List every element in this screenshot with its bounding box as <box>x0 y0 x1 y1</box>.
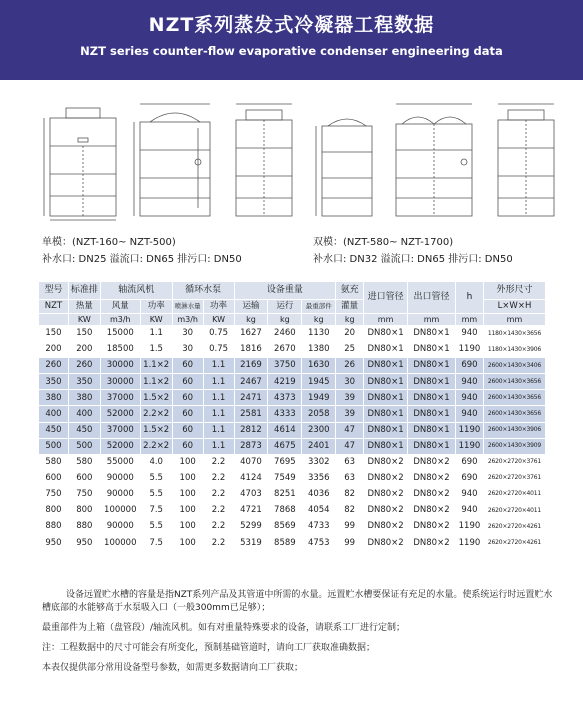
table-cell: 7.5 <box>140 535 172 551</box>
table-cell: 5319 <box>234 535 268 551</box>
table-row <box>39 422 546 438</box>
table-cell: 4675 <box>268 438 302 454</box>
note-3: 注：工程数据中的尺寸可能会有所变化，预制基础管道时，请向工厂获取准确数据； <box>42 643 376 653</box>
table-cell: DN80×1 <box>408 342 456 358</box>
table-cell: DN80×1 <box>364 326 408 342</box>
table-cell: 580 <box>39 454 69 470</box>
engineering-data-table <box>38 281 546 551</box>
table-cell: DN80×2 <box>408 454 456 470</box>
table-cell: 63 <box>336 470 364 486</box>
note-4: 本表仅提供部分常用设备型号参数，如需更多数据请向工厂获取； <box>42 663 304 673</box>
table-cell: 400 <box>39 406 69 422</box>
unit-cell: KW <box>140 314 172 326</box>
table-cell: DN80×2 <box>364 535 408 551</box>
table-cell: 2.2 <box>203 470 234 486</box>
table-cell: 5.5 <box>140 519 172 535</box>
unit-cell: mm <box>364 314 408 326</box>
table-cell: 60 <box>172 438 203 454</box>
table-cell: DN80×1 <box>408 374 456 390</box>
header-heaviest-part: 最重部件 <box>302 300 336 314</box>
table-cell: 940 <box>455 390 483 406</box>
header-air-volume: 风量 <box>100 300 140 314</box>
table-cell: 30000 <box>100 374 140 390</box>
single-module-side-view <box>134 104 210 216</box>
table-cell: 880 <box>39 519 69 535</box>
table-cell: 1.1 <box>140 326 172 342</box>
table-cell: 2600×1430×3656 <box>483 390 545 406</box>
table-row <box>39 326 546 342</box>
double-module-caption: 双模：(NZT-580~ NZT-1700) <box>313 237 454 248</box>
table-cell: 55000 <box>100 454 140 470</box>
table-cell: DN80×1 <box>364 342 408 358</box>
table-cell: 1190 <box>455 422 483 438</box>
table-row <box>39 390 546 406</box>
table-cell: 800 <box>39 503 69 519</box>
header-equipment-weight: 设备重量 <box>234 282 336 300</box>
table-row <box>39 454 546 470</box>
unit-cell: kg <box>302 314 336 326</box>
table-cell: DN80×2 <box>408 503 456 519</box>
table-cell: DN80×1 <box>408 390 456 406</box>
table-cell: 1.5 <box>140 342 172 358</box>
table-cell: 2.2×2 <box>140 438 172 454</box>
page-header <box>0 0 583 80</box>
table-cell: 2.2 <box>203 503 234 519</box>
table-cell: 2.2×2 <box>140 406 172 422</box>
table-cell: 100000 <box>100 535 140 551</box>
table-cell: 5.5 <box>140 486 172 502</box>
table-cell: 2620×2720×4011 <box>483 486 545 502</box>
table-cell: 30000 <box>100 358 140 374</box>
table-cell: DN80×2 <box>364 454 408 470</box>
table-cell: 60 <box>172 390 203 406</box>
table-cell: DN80×1 <box>364 390 408 406</box>
unit-cell: m3/h <box>172 314 203 326</box>
table-cell: 1180×1430×3656 <box>483 326 545 342</box>
table-cell: 90000 <box>100 486 140 502</box>
unit-cell: KW <box>203 314 234 326</box>
header-heat: 热量 <box>68 300 100 314</box>
header-dimensions: 外形尺寸 <box>483 282 545 300</box>
table-cell: 7868 <box>268 503 302 519</box>
table-header-row-1 <box>39 282 546 300</box>
table-cell: DN80×2 <box>364 486 408 502</box>
table-row <box>39 342 546 358</box>
table-cell: 2.2 <box>203 535 234 551</box>
note-2: 最重部件为上箱（盘管段）/轴流风机。如有对重量特殊要求的设备，请联系工厂进行定制； <box>42 623 406 633</box>
table-cell: 150 <box>39 326 69 342</box>
page-title: NZT系列蒸发式冷凝器工程数据 <box>148 14 435 36</box>
table-cell: 3750 <box>268 358 302 374</box>
table-cell: 580 <box>68 454 100 470</box>
note-1: 设备远置贮水槽的容量是指NZT系列产品及其管道中所需的水量。远置贮水槽要保证有充足的水量。使系统运行时远置贮水槽底部的水能够高于水泵吸入口（一般300mm已足够）； <box>42 590 553 613</box>
header-model: 型号 <box>39 282 69 300</box>
table-cell: 2873 <box>234 438 268 454</box>
table-cell: DN80×1 <box>364 374 408 390</box>
table-cell: 3302 <box>302 454 336 470</box>
table-cell: 7549 <box>268 470 302 486</box>
table-cell: 2600×1430×3909 <box>483 438 545 454</box>
table-cell: 750 <box>68 486 100 502</box>
table-header-row-3 <box>39 314 546 326</box>
table-cell: 2620×2720×4261 <box>483 519 545 535</box>
table-cell: DN80×1 <box>408 326 456 342</box>
unit-cell: kg <box>234 314 268 326</box>
table-cell: 100 <box>172 535 203 551</box>
table-cell: DN80×2 <box>364 503 408 519</box>
table-cell: 2.2 <box>203 519 234 535</box>
table-cell: 260 <box>39 358 69 374</box>
table-cell: 1630 <box>302 358 336 374</box>
table-cell: DN80×1 <box>408 438 456 454</box>
table-cell: 950 <box>68 535 100 551</box>
table-cell: 4070 <box>234 454 268 470</box>
table-cell: 20 <box>336 326 364 342</box>
table-cell: 1.1×2 <box>140 358 172 374</box>
table-cell: 60 <box>172 358 203 374</box>
table-cell: 500 <box>68 438 100 454</box>
table-cell: 940 <box>455 374 483 390</box>
table-cell: 1190 <box>455 342 483 358</box>
table-cell: 1.5×2 <box>140 390 172 406</box>
table-cell: 2.2 <box>203 486 234 502</box>
header-fan-power: 功率 <box>140 300 172 314</box>
table-cell: 350 <box>39 374 69 390</box>
condenser-diagrams <box>40 98 560 226</box>
table-cell: DN80×2 <box>364 470 408 486</box>
notes-section <box>42 589 557 682</box>
table-cell: 1945 <box>302 374 336 390</box>
header-h: h <box>455 282 483 314</box>
table-cell: 2600×1430×3656 <box>483 406 545 422</box>
double-module-side-view <box>396 104 472 216</box>
table-cell: 8589 <box>268 535 302 551</box>
table-cell: 690 <box>455 470 483 486</box>
table-cell: 47 <box>336 422 364 438</box>
table-cell: 100 <box>172 519 203 535</box>
table-cell: 100 <box>172 454 203 470</box>
table-cell: 1190 <box>455 535 483 551</box>
table-cell: 2.2 <box>203 454 234 470</box>
unit-cell <box>39 314 69 326</box>
table-cell: 200 <box>68 342 100 358</box>
table-cell: 1816 <box>234 342 268 358</box>
table-cell: 450 <box>68 422 100 438</box>
table-cell: 2581 <box>234 406 268 422</box>
table-cell: 37000 <box>100 422 140 438</box>
table-cell: DN80×2 <box>408 470 456 486</box>
table-cell: 400 <box>68 406 100 422</box>
table-cell: 18500 <box>100 342 140 358</box>
table-cell: 15000 <box>100 326 140 342</box>
table-cell: 52000 <box>100 438 140 454</box>
table-cell: 750 <box>39 486 69 502</box>
table-cell: 7.5 <box>140 503 172 519</box>
unit-cell: kg <box>336 314 364 326</box>
table-cell: 260 <box>68 358 100 374</box>
table-cell: 940 <box>455 406 483 422</box>
table-cell: 1.1 <box>203 390 234 406</box>
table-cell: 30 <box>336 374 364 390</box>
table-cell: 4219 <box>268 374 302 390</box>
table-cell: 90000 <box>100 470 140 486</box>
table-cell: 1.1×2 <box>140 374 172 390</box>
table-cell: 200 <box>39 342 69 358</box>
single-module-end-view <box>236 104 292 216</box>
table-cell: 99 <box>336 535 364 551</box>
table-cell: 100 <box>172 470 203 486</box>
table-cell: DN80×2 <box>364 519 408 535</box>
header-pump-power: 功率 <box>203 300 234 314</box>
table-cell: 1130 <box>302 326 336 342</box>
table-cell: 950 <box>39 535 69 551</box>
header-outlet-pipe: 出口管径 <box>408 282 456 314</box>
single-module-ports: 补水口: DN25 溢流口: DN65 排污口: DN50 <box>42 254 242 265</box>
table-cell: 0.75 <box>203 326 234 342</box>
table-cell: 60 <box>172 406 203 422</box>
unit-cell: mm <box>455 314 483 326</box>
table-cell: 1380 <box>302 342 336 358</box>
header-circulating-pump: 循环水泵 <box>172 282 234 300</box>
table-cell: 2600×1430×3656 <box>483 374 545 390</box>
table-row <box>39 358 546 374</box>
table-cell: 4124 <box>234 470 268 486</box>
table-cell: 1.1 <box>203 422 234 438</box>
table-cell: 2812 <box>234 422 268 438</box>
table-cell: DN80×1 <box>408 422 456 438</box>
header-transport-weight: 运输 <box>234 300 268 314</box>
table-cell: 350 <box>68 374 100 390</box>
table-cell: 450 <box>39 422 69 438</box>
table-cell: 8569 <box>268 519 302 535</box>
table-cell: 4614 <box>268 422 302 438</box>
unit-cell: kg <box>268 314 302 326</box>
table-cell: DN80×1 <box>364 358 408 374</box>
table-cell: 1180×1430×3906 <box>483 342 545 358</box>
table-cell: DN80×1 <box>364 422 408 438</box>
table-cell: DN80×2 <box>408 535 456 551</box>
table-cell: 82 <box>336 486 364 502</box>
table-cell: 940 <box>455 503 483 519</box>
table-cell: 500 <box>39 438 69 454</box>
table-cell: 600 <box>68 470 100 486</box>
table-cell: 30 <box>172 342 203 358</box>
header-operating-weight: 运行 <box>268 300 302 314</box>
table-cell: 2058 <box>302 406 336 422</box>
table-cell: 4753 <box>302 535 336 551</box>
table-cell: 60 <box>172 422 203 438</box>
table-cell: 2620×2720×4011 <box>483 503 545 519</box>
table-cell: 1627 <box>234 326 268 342</box>
table-cell: 940 <box>455 486 483 502</box>
table-cell: 60 <box>172 374 203 390</box>
table-cell: 690 <box>455 358 483 374</box>
double-module-ports: 补水口: DN32 溢流口: DN65 排污口: DN50 <box>313 254 513 265</box>
single-module-caption: 单模：(NZT-160~ NZT-500) <box>42 237 176 248</box>
table-cell: 4703 <box>234 486 268 502</box>
table-cell: DN80×1 <box>408 406 456 422</box>
table-cell: 2401 <box>302 438 336 454</box>
table-cell: 2460 <box>268 326 302 342</box>
table-cell: 4333 <box>268 406 302 422</box>
table-cell: 1190 <box>455 438 483 454</box>
table-row <box>39 438 546 454</box>
unit-cell: m3/h <box>100 314 140 326</box>
table-cell: 690 <box>455 454 483 470</box>
table-cell: 4721 <box>234 503 268 519</box>
condenser-elevation-drawings <box>40 98 560 226</box>
table-cell: 800 <box>68 503 100 519</box>
table-cell: 1.1 <box>203 358 234 374</box>
table-cell: 1949 <box>302 390 336 406</box>
table-cell: 100 <box>172 486 203 502</box>
table-cell: 1.1 <box>203 374 234 390</box>
header-ammonia-charge: 氨充 <box>336 282 364 300</box>
unit-cell: KW <box>68 314 100 326</box>
table-cell: 2620×2720×3761 <box>483 454 545 470</box>
table-row <box>39 486 546 502</box>
table-cell: 30 <box>172 326 203 342</box>
table-cell: 2600×1430×3406 <box>483 358 545 374</box>
page-subtitle: NZT series counter-flow evaporative condenser engineering data <box>80 44 503 58</box>
table-cell: 380 <box>39 390 69 406</box>
table-cell: 2670 <box>268 342 302 358</box>
unit-cell: mm <box>483 314 545 326</box>
table-cell: 380 <box>68 390 100 406</box>
double-module-front-view <box>316 119 372 216</box>
header-standard-heat: 标准排 <box>68 282 100 300</box>
table-cell: 82 <box>336 503 364 519</box>
table-cell: 4036 <box>302 486 336 502</box>
table-cell: 5299 <box>234 519 268 535</box>
header-inlet-pipe: 进口管径 <box>364 282 408 314</box>
single-module-front-view <box>44 108 116 220</box>
table-cell: 1.5×2 <box>140 422 172 438</box>
unit-cell: mm <box>408 314 456 326</box>
table-cell: 2300 <box>302 422 336 438</box>
header-spray-volume: 喷淋水量 <box>172 300 203 314</box>
table-row <box>39 519 546 535</box>
table-cell: 2600×1430×3906 <box>483 422 545 438</box>
table-cell: 39 <box>336 390 364 406</box>
table-cell: 2620×2720×3761 <box>483 470 545 486</box>
table-row <box>39 535 546 551</box>
table-cell: 940 <box>455 326 483 342</box>
table-cell: 52000 <box>100 406 140 422</box>
table-cell: 3356 <box>302 470 336 486</box>
table-cell: DN80×1 <box>364 406 408 422</box>
table-row <box>39 406 546 422</box>
header-charge: 灌量 <box>336 300 364 314</box>
table-cell: 4054 <box>302 503 336 519</box>
table-cell: DN80×1 <box>364 438 408 454</box>
table-cell: DN80×1 <box>408 358 456 374</box>
table-cell: 880 <box>68 519 100 535</box>
table-cell: 100 <box>172 503 203 519</box>
table-cell: 63 <box>336 454 364 470</box>
double-module-end-view <box>498 104 554 216</box>
table-cell: 150 <box>68 326 100 342</box>
table-cell: 0.75 <box>203 342 234 358</box>
table-cell: 2169 <box>234 358 268 374</box>
table-cell: 37000 <box>100 390 140 406</box>
header-axial-fan: 轴流风机 <box>100 282 172 300</box>
table-cell: 26 <box>336 358 364 374</box>
table-cell: 90000 <box>100 519 140 535</box>
table-cell: 2620×2720×4261 <box>483 535 545 551</box>
table-cell: 1.1 <box>203 438 234 454</box>
table-row <box>39 470 546 486</box>
table-row <box>39 503 546 519</box>
table-cell: 8251 <box>268 486 302 502</box>
table-cell: 100000 <box>100 503 140 519</box>
table-cell: 1.1 <box>203 406 234 422</box>
table-cell: 2467 <box>234 374 268 390</box>
table-cell: 39 <box>336 406 364 422</box>
table-cell: 4733 <box>302 519 336 535</box>
table-row <box>39 374 546 390</box>
header-lwh: L×W×H <box>483 300 545 314</box>
table-cell: 1190 <box>455 519 483 535</box>
table-cell: 7695 <box>268 454 302 470</box>
table-cell: 99 <box>336 519 364 535</box>
table-body <box>39 326 546 551</box>
table-cell: 5.5 <box>140 470 172 486</box>
table-cell: 25 <box>336 342 364 358</box>
header-nzt: NZT <box>39 300 69 314</box>
table-cell: DN80×2 <box>408 486 456 502</box>
table-cell: DN80×2 <box>408 519 456 535</box>
table-cell: 47 <box>336 438 364 454</box>
table-cell: 2471 <box>234 390 268 406</box>
table-cell: 4373 <box>268 390 302 406</box>
table-cell: 4.0 <box>140 454 172 470</box>
table-cell: 600 <box>39 470 69 486</box>
